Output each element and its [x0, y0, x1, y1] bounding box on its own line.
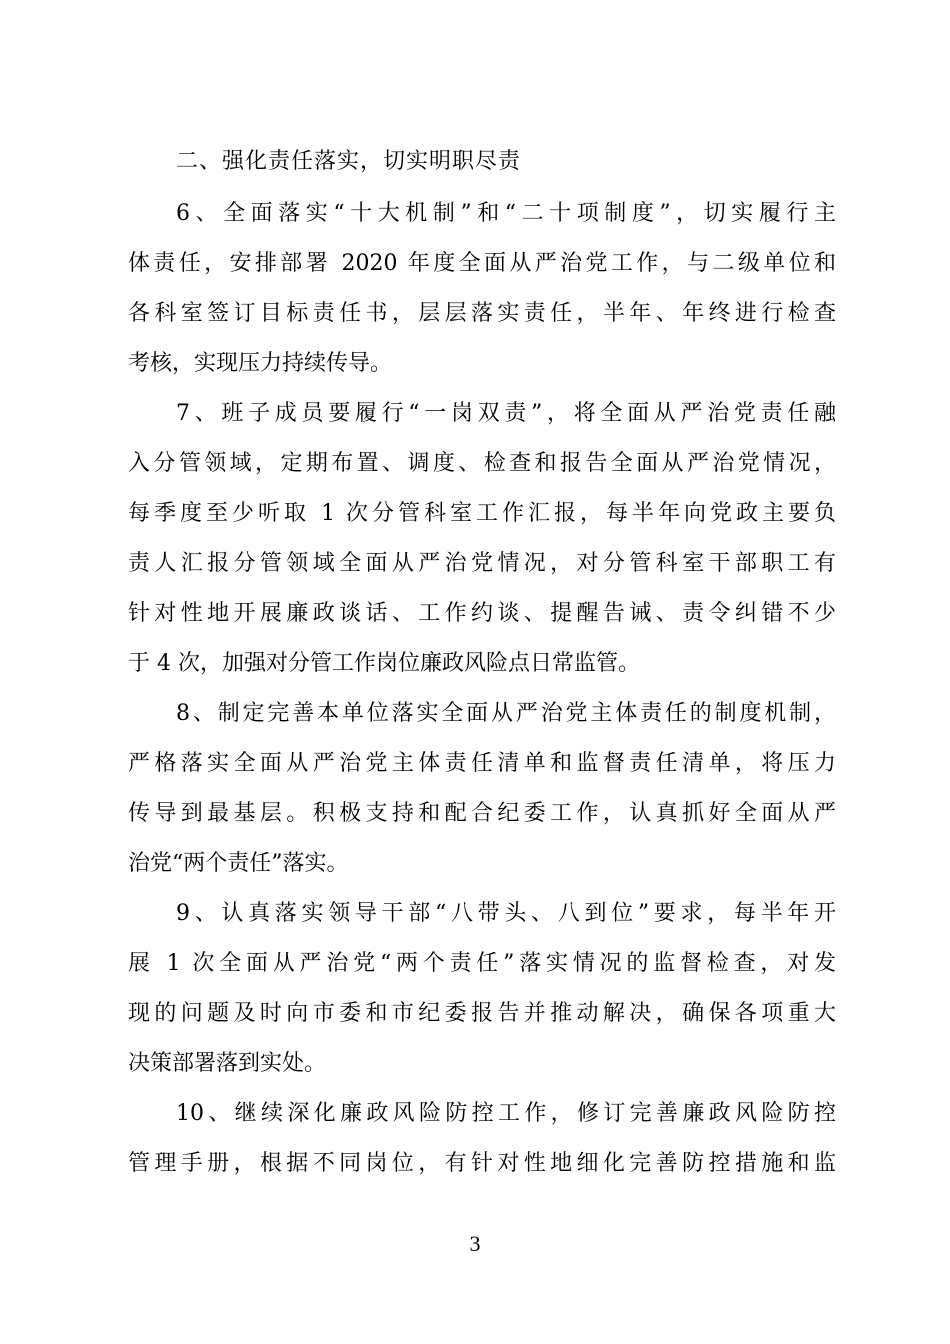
paragraph-8-line-4: 治党“两个责任”落实。: [128, 851, 349, 876]
section-heading: 二、强化责任落实，切实明职尽责: [176, 149, 522, 174]
page-number: 3: [469, 1231, 481, 1256]
paragraph-6-line-4: 考核，实现压力持续传导。: [128, 351, 393, 376]
paragraph-8-line-2: 严格落实全面从严治党主体责任清单和监督责任清单，将压力: [128, 751, 836, 776]
paragraph-7-line-4: 责人汇报分管领域全面从严治党情况，对分管科室干部职工有: [128, 551, 836, 576]
paragraph-10-line-2: 管理手册，根据不同岗位，有针对性地细化完善防控措施和监: [128, 1151, 836, 1176]
paragraph-7-line-3: 每季度至少听取 1 次分管科室工作汇报，每半年向党政主要负: [128, 501, 836, 526]
paragraph-6-line-1: 6、全面落实“十大机制”和“二十项制度”，切实履行主: [176, 201, 836, 226]
paragraph-6-line-3: 各科室签订目标责任书，层层落实责任，半年、年终进行检查: [128, 301, 836, 326]
paragraph-7-line-2: 入分管领域，定期布置、调度、检查和报告全面从严治党情况，: [128, 451, 836, 476]
paragraph-6-line-2: 体责任，安排部署 2020 年度全面从严治党工作，与二级单位和: [128, 251, 836, 276]
paragraph-9-line-3: 现的问题及时向市委和市纪委报告并推动解决，确保各项重大: [128, 1001, 836, 1026]
paragraph-8-line-1: 8、制定完善本单位落实全面从严治党主体责任的制度机制，: [176, 701, 836, 726]
paragraph-7-line-5: 针对性地开展廉政谈话、工作约谈、提醒告诫、责令纠错不少: [128, 601, 836, 626]
paragraph-9-line-1: 9、认真落实领导干部“八带头、八到位”要求，每半年开: [176, 901, 836, 926]
paragraph-10-line-1: 10、继续深化廉政风险防控工作，修订完善廉政风险防控: [176, 1101, 836, 1126]
paragraph-7-line-1: 7、班子成员要履行“一岗双责”，将全面从严治党责任融: [176, 401, 836, 426]
paragraph-8-line-3: 传导到最基层。积极支持和配合纪委工作，认真抓好全面从严: [128, 801, 836, 826]
paragraph-7-line-6: 于 4 次，加强对分管工作岗位廉政风险点日常监管。: [128, 651, 640, 676]
paragraph-9-line-2: 展 1 次全面从严治党“两个责任”落实情况的监督检查，对发: [128, 951, 836, 976]
paragraph-9-line-4: 决策部署落到实处。: [128, 1051, 327, 1076]
